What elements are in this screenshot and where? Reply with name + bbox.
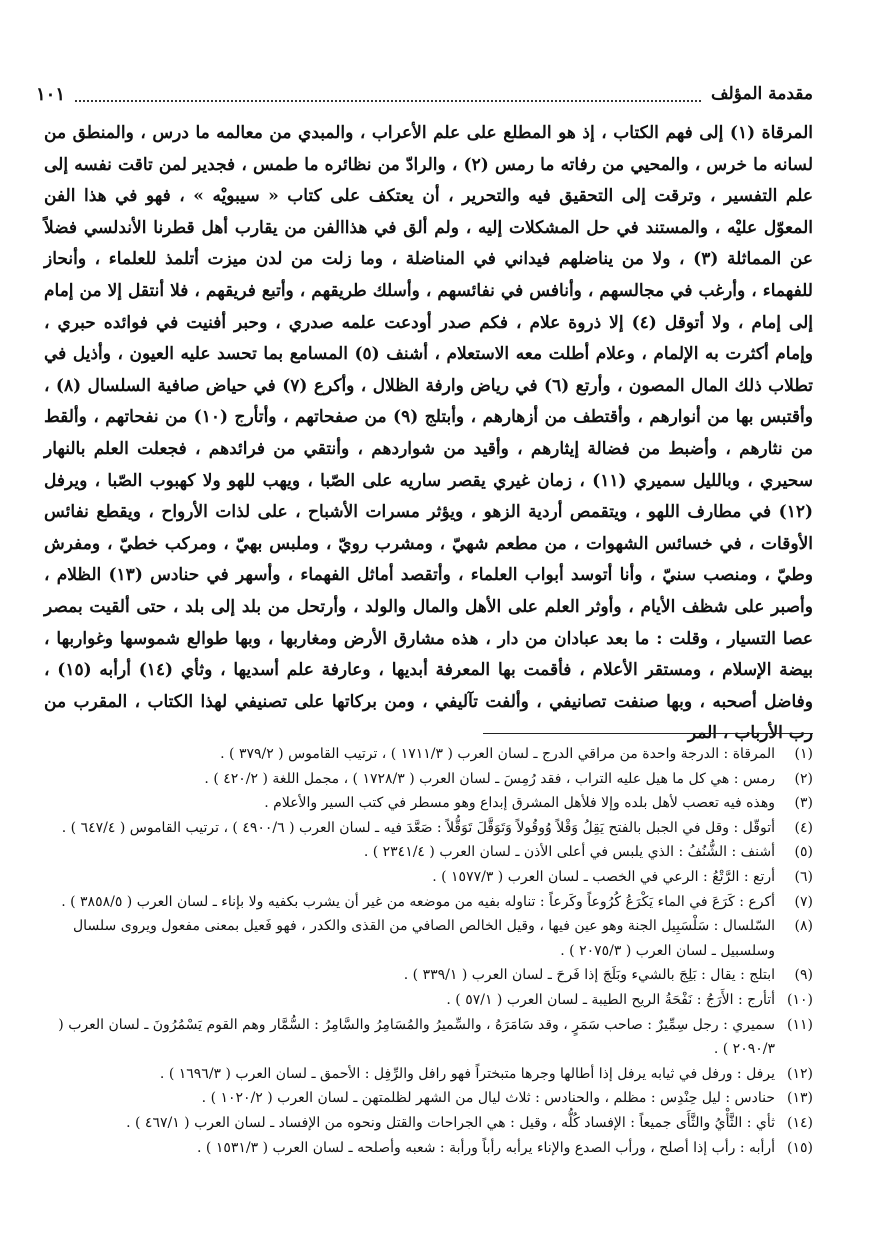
dotted-leader xyxy=(75,86,701,102)
footnote-number: (١١) xyxy=(787,1016,813,1033)
footnote-number: (١٤) xyxy=(787,1114,813,1131)
footnote-text: المرقاة : الدرجة واحدة من مراقي الدرج ـ لسان العرب ( ١٧١١/٣ ) ، ترتيب القاموس ( ٣٧٩/٢ ) . xyxy=(220,746,775,762)
page-number: ١٠١ xyxy=(36,83,66,105)
footnote-number: (٢) xyxy=(794,770,813,787)
footnote-number: (٥) xyxy=(794,844,813,861)
footnote-item xyxy=(50,791,813,816)
footnote-text: أكرع : كَرَعَ في الماء يَكْرَعُ كُرُوعاً وكَرعاً : تناوله بفيه من موضعه من غير أن يشرب بكفيه ولا بإناء ـ لسان العرب ( ٣٨٥٨/٥ ) . xyxy=(61,893,775,910)
footnote-text: السّلسال : سَلْسَبِيل الجنة وهو عين فيها ، وقيل الخالص الصافي من القذى والكدر ، فهو فَعيل بمعنى مفعول ويروى سلسال وسلسبيل ـ لسان العرب ( ٢٠٧٥/٣ ) . xyxy=(73,918,775,959)
footnote-number: (٩) xyxy=(794,967,813,984)
footnote-text: رمس : هي كل ما هيل عليه التراب ، فقد رُمِسَ ـ لسان العرب ( ١٧٢٨/٣ ) ، مجمل اللغة ( ٤٢٠/٢ ) . xyxy=(204,770,775,787)
main-text xyxy=(44,118,813,750)
footnote-number: (١٥) xyxy=(787,1139,813,1156)
footnote-separator xyxy=(483,733,813,734)
footnote-text: حنادس : ليل حِنْدِس : مظلم ، والحنادس : ثلاث ليال من الشهر لظلمتهن ـ لسان العرب ( ١٠٢٠/٢ ) . xyxy=(201,1090,775,1107)
footnote-item xyxy=(50,1062,813,1087)
footnote-item xyxy=(50,988,813,1013)
footnote-item xyxy=(50,1086,813,1111)
footnote-number: (١) xyxy=(794,746,813,762)
footnote-item xyxy=(50,1111,813,1136)
footnote-text: أرأبه : رأب إذا أصلح ، ورأب الصدع والإناء يرأبه رأباً ورأبة : شعبه وأصلحه ـ لسان العرب ( ١٥٣١/٣ ) . xyxy=(197,1139,775,1156)
footnote-number: (١٠) xyxy=(787,991,813,1008)
footnote-text: أتأرج : الأَرَجُ : نَفْحَةُ الريح الطيبة ـ لسان العرب ( ٥٧/١ ) . xyxy=(446,991,775,1008)
footnote-item xyxy=(50,865,813,890)
footnote-item xyxy=(50,914,813,963)
footnote-item xyxy=(50,840,813,865)
footnote-text: يرفل : ورفل في ثيابه يرفل إذا أطالها وجرها متبختراً فهو رافل والرِّفِل : الأحمق ـ لسان العرب ( ١٦٩٦/٣ ) . xyxy=(159,1065,775,1082)
footnote-item xyxy=(50,1013,813,1062)
footnote-item xyxy=(50,816,813,841)
footnote-number: (١٣) xyxy=(787,1090,813,1107)
footnote-text: أتوقّل : وقل في الجبل بالفتح يَقِلُ وَقْلاً وُوقُولاً وَتَوَقَّلَ تَوَقُّلاً : صَعَّدَ فيه ـ لسان العرب ( ٤٩٠٠/٦ ) ، ترتيب القاموس ( ٦٤٧/٤ ) . xyxy=(61,819,775,836)
footnote-number: (٧) xyxy=(794,893,813,910)
footnote-text: وهذه فيه تعصب لأهل بلده وإلا فلأهل المشرق إبداع وهو مسطر في كتب السير والأعلام . xyxy=(264,795,775,812)
footnote-item xyxy=(50,963,813,988)
footnotes xyxy=(50,742,813,1160)
footnote-item xyxy=(50,1136,813,1161)
footnote-number: (١٢) xyxy=(787,1065,813,1082)
footnote-number: (٦) xyxy=(794,868,813,885)
footnote-item xyxy=(50,890,813,915)
body-paragraph: المرقاة (١) إلى فهم الكتاب ، إذ هو المطلع على علم الأعراب ، والمبدي من معالمه ما درس ، والمنطق من لسانه ما خرس ، والمحيي من رفاته ما رمس (٢) ، والرادّ من نظائره ما طمس ، فجدير لمن تاقت نفسه إلى علم التفسير ، وترقت إلى التحقيق فيه والتحرير ، أن يعتكف على كتاب « سيبويْه » ، فهو في هذا الفن المعوّل عليْه ، والمستند في حل المشكلات إليه ، ولم ألق في هذاالفن من يقارب أهل قطرنا الأندلسي فضلاً عن المماثلة (٣) ، ولا من يناضلهم فيداني في المناضلة ، وما زلت من لدن ميزت أتلمذ للعلماء ، وأنحاز للفهماء ، وأرغب في مجالسهم ، وأنافس في نفائسهم ، وأسلك طريقهم ، وأتبع فريقهم ، فلا أنتقل إلا من إمام إلى إمام ، ولا أتوقل (٤) إلا ذروة علام ، فكم صدر أودعت علمه صدري ، وحبر أفنيت في فوائده حبري ، وإمام أكثرت به الإلمام ، وعلام أطلت معه الاستعلام ، أشنف (٥) المسامع بما تحسد عليه العيون ، وأذيل في تطلاب ذلك المال المصون ، وأرتع (٦) في رياض وارفة الظلال ، وأكرع (٧) في حياض صافية السلسال (٨) ، وأقتبس بها من أنوارهم ، وأقتطف من أزهارهم ، وأبتلج (٩) من صفحاتهم ، وأتأرج (١٠) من نفحاتهم ، وألقط من نثارهم ، وأضبط من فضالة إيثارهم ، وأقيد من شواردهم ، وأنتقي من فرائدهم ، فجعلت العلم بالنهار سحيري ، وبالليل سميري (١١) ، زمان غيري يقصر ساريه على الصّبا ، ويهب للهو ولا كهبوب الصّبا ، ويرفل (١٢) في مطارف اللهو ، ويتقمص أردية الزهو ، ويؤثر مسرات الأشباح ، على لذات الأرواح ، ويقطع نفائس الأوقات ، في خسائس الشهوات ، من مطعم شهيّ ، ومشرب رويّ ، وملبس بهيّ ، ومركب خطيّ ، ومفرش وطيّ ، ومنصب سنيّ ، وأنا أتوسد أبواب العلماء ، وأتقصد أماثل الفهماء ، وأسهر في حنادس (١٣) الظلام ، وأصبر على شظف الأيام ، وأوثر العلم على الأهل والمال والولد ، وأرتحل من بلد إلى بلد ، حتى ألقيت بمصر عصا التسيار ، وقلت : ما بعد عبادان من دار ، هذه مشارق الأرض ومغاربها ، وبها طوالع شموسها وغواربها ، بيضة الإسلام ، ومستقر الأعلام ، فأقمت بها المعرفة أبديها ، وعارفة علم أسديها ، وثأي (١٤) أرأبه (١٥) ، وفاضل أصحبه ، وبها صنفت تصانيفي ، وألفت تآليفي ، ومن بركاتها على تصنيفي لهذا الكتاب ، المقرب من رب الأرباب ، المر xyxy=(44,123,814,744)
footnote-number: (٤) xyxy=(794,819,813,836)
footnote-item xyxy=(50,767,813,792)
footnote-item xyxy=(50,742,813,767)
footnote-number: (٨) xyxy=(794,918,813,935)
footnote-text: سميري : رجل سِمِّيرٌ : صاحب سَمَرٍ ، وقد سَامَرَهُ ، والسِّميرُ والمُسَامِرُ والسَّامِرُ : السُّمَّار وهم القوم يَسْمُرُونَ ـ لسان العرب ( ٢٠٩٠/٣ ) . xyxy=(58,1016,775,1058)
footnote-text: أرتع : الرَّتْعُ : الرعي في الخصب ـ لسان العرب ( ١٥٧٧/٣ ) . xyxy=(432,868,775,885)
footnote-text: أشنف : الشُّنُفُ : الذي يلبس في أعلى الأذن ـ لسان العرب ( ٢٣٤١/٤ ) . xyxy=(363,844,775,861)
footnote-text: ثأي : الثَّأْيُ والثَّأَى جميعاً : الإفساد كُلُّه ، وقيل : هي الجراحات والقتل ونحوه من الإفساد ـ لسان العرب ( ٤٦٧/١ ) . xyxy=(126,1114,775,1131)
footnote-text: ابتلج : يقال : بَلِجَ بالشيء وبَلَجَ إذا فَرحَ ـ لسان العرب ( ٣٣٩/١ ) . xyxy=(403,967,775,984)
header-title: مقدمة المؤلف xyxy=(710,84,813,104)
running-header xyxy=(36,80,813,108)
footnote-number: (٣) xyxy=(794,795,813,812)
